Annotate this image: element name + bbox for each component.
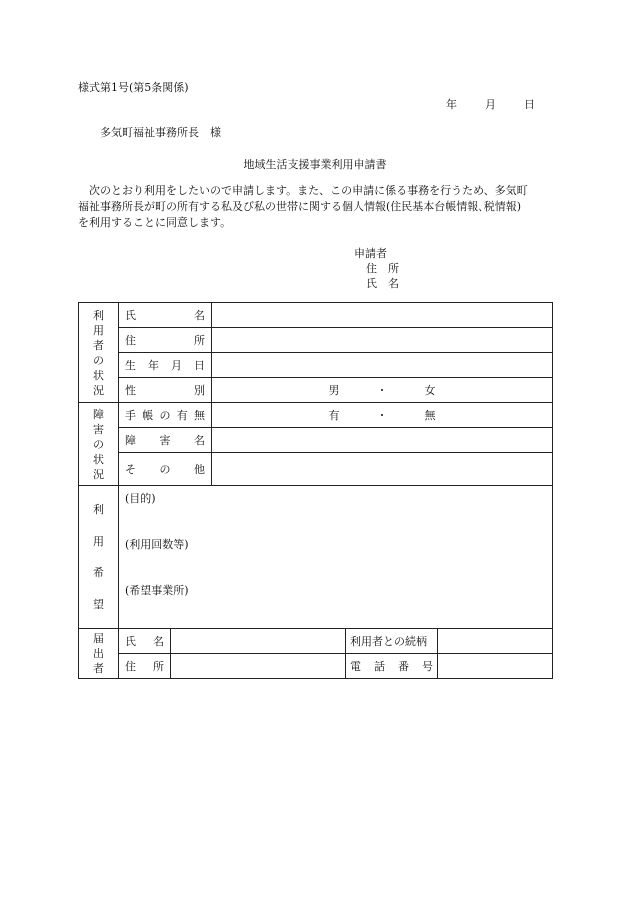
gender-option-male[interactable]: 男 <box>328 384 340 397</box>
reporter-heading <box>79 629 119 679</box>
date-day-label: 日 <box>524 98 535 111</box>
date-line <box>446 96 535 112</box>
applicant-address-label: 住 所 <box>366 262 399 275</box>
purpose-label: (目的) <box>125 492 156 505</box>
applicant-label: 申請者 <box>354 247 387 260</box>
user-name-label: 氏 名 <box>119 303 212 328</box>
relation-label: 利用者との続柄 <box>346 629 438 654</box>
usage-request-field[interactable] <box>119 486 553 629</box>
user-name-field[interactable] <box>212 303 553 328</box>
user-address-field[interactable] <box>212 328 553 353</box>
user-gender-field[interactable] <box>212 378 553 403</box>
form-number-label: 様式第1号(第5条関係) <box>78 81 189 94</box>
provider-label: (希望事業所) <box>125 584 189 597</box>
notebook-separator: ・ <box>376 409 388 422</box>
other-field[interactable] <box>212 453 553 486</box>
usage-request-heading-chars: 利 用 希 望 <box>93 503 104 611</box>
reporter-address-label: 住 所 <box>119 654 171 679</box>
user-birthdate-field[interactable] <box>212 353 553 378</box>
disability-status-heading-chars: 障 害 の 状 況 <box>93 407 104 481</box>
phone-label: 電 話 番 号 <box>346 654 438 679</box>
consent-text <box>78 183 558 231</box>
user-status-heading-chars: 利 用 者 の 状 況 <box>93 308 104 397</box>
notebook-label: 手 帳 の 有 無 <box>119 403 212 428</box>
other-label: そ の 他 <box>119 453 212 486</box>
user-status-heading <box>79 303 119 403</box>
disability-name-field[interactable] <box>212 428 553 453</box>
disability-status-heading <box>79 403 119 486</box>
gender-separator: ・ <box>376 384 388 397</box>
phone-field[interactable] <box>438 654 553 679</box>
disability-name-label: 障 害 名 <box>119 428 212 453</box>
consent-line-3: を利用することに同意します。 <box>78 216 232 229</box>
user-birthdate-label: 生 年 月 日 <box>119 353 212 378</box>
reporter-name-field[interactable] <box>171 629 346 654</box>
gender-option-female[interactable]: 女 <box>424 384 436 397</box>
user-gender-label: 性 別 <box>119 378 212 403</box>
date-year-label: 年 <box>446 98 457 111</box>
reporter-address-field[interactable] <box>171 654 346 679</box>
application-form-table <box>78 302 553 679</box>
notebook-field[interactable] <box>212 403 553 428</box>
frequency-label: (利用回数等) <box>125 538 189 551</box>
date-month-label: 月 <box>485 98 496 111</box>
reporter-heading-chars: 届 出 者 <box>93 632 104 675</box>
relation-field[interactable] <box>438 629 553 654</box>
user-address-label: 住 所 <box>119 328 212 353</box>
applicant-block <box>354 246 399 291</box>
notebook-option-yes[interactable]: 有 <box>328 409 340 422</box>
document-title: 地域生活支援事業利用申請書 <box>243 158 387 171</box>
usage-request-heading <box>79 486 119 629</box>
applicant-name-label: 氏 名 <box>366 277 399 290</box>
addressee: 多気町福祉事務所長 様 <box>100 126 221 139</box>
consent-line-2: 福祉事務所長が町の所有する私及び私の世帯に関する個人情報(住民基本台帳情報､税情報) <box>78 200 522 213</box>
reporter-name-label: 氏 名 <box>119 629 171 654</box>
notebook-option-no[interactable]: 無 <box>424 409 436 422</box>
consent-line-1: 次のとおり利用をしたいので申請します。また、この申請に係る事務を行うため、多気町 <box>78 184 528 197</box>
